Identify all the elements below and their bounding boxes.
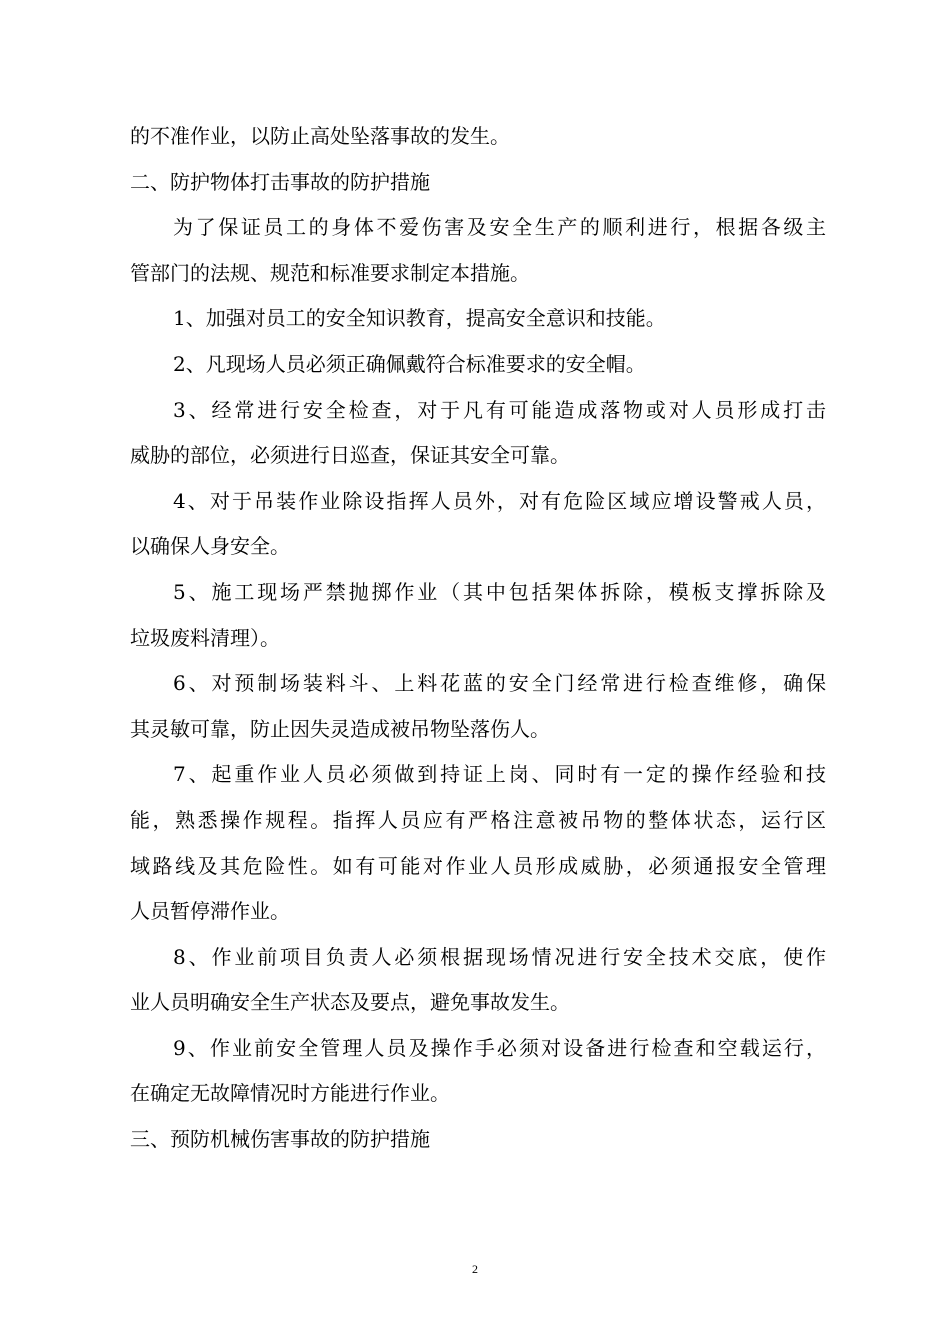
text-line: 威胁的部位，必须进行日巡查，保证其安全可靠。 bbox=[130, 443, 570, 468]
text-line: 3、经常进行安全检查，对于凡有可能造成落物或对人员形成打击 bbox=[173, 397, 826, 422]
text-line: 三、预防机械伤害事故的防护措施 bbox=[130, 1127, 430, 1152]
text-line: 4、对于吊装作业除设指挥人员外，对有危险区域应增设警戒人员， bbox=[173, 488, 826, 513]
text-line: 7、起重作业人员必须做到持证上岗、同时有一定的操作经验和技 bbox=[173, 762, 826, 787]
text-line: 业人员明确安全生产状态及要点，避免事故发生。 bbox=[130, 990, 570, 1015]
text-line: 9、作业前安全管理人员及操作手必须对设备进行检查和空载运行， bbox=[173, 1035, 826, 1060]
text-line: 6、对预制场装料斗、上料花蓝的安全门经常进行检查维修，确保 bbox=[173, 671, 826, 696]
text-line: 8、作业前项目负责人必须根据现场情况进行安全技术交底，使作 bbox=[173, 944, 826, 969]
text-line: 的不准作业，以防止高处坠落事故的发生。 bbox=[130, 124, 510, 148]
text-line: 二、防护物体打击事故的防护措施 bbox=[130, 169, 430, 194]
document-body bbox=[130, 114, 826, 1163]
text-line: 在确定无故障情况时方能进行作业。 bbox=[130, 1081, 450, 1106]
page-number: 2 bbox=[472, 1262, 478, 1276]
text-line: 2、凡现场人员必须正确佩戴符合标准要求的安全帽。 bbox=[173, 351, 646, 376]
text-line: 垃圾废料清理）。 bbox=[130, 625, 280, 650]
text-line: 域路线及其危险性。如有可能对作业人员形成威胁，必须通报安全管理 bbox=[130, 853, 826, 878]
text-line: 以确保人身安全。 bbox=[130, 534, 290, 559]
text-line: 人员暂停滞作业。 bbox=[130, 899, 290, 924]
text-line: 管部门的法规、规范和标准要求制定本措施。 bbox=[130, 260, 530, 285]
text-line: 5、施工现场严禁抛掷作业（其中包括架体拆除，模板支撑拆除及 bbox=[173, 579, 826, 604]
text-line: 能，熟悉操作规程。指挥人员应有严格注意被吊物的整体状态，运行区 bbox=[130, 807, 826, 832]
text-line: 其灵敏可靠，防止因失灵造成被吊物坠落伤人。 bbox=[130, 716, 550, 741]
text-line: 为了保证员工的身体不爱伤害及安全生产的顺利进行，根据各级主 bbox=[173, 215, 826, 240]
text-line: 1、加强对员工的安全知识教育，提高安全意识和技能。 bbox=[173, 306, 666, 331]
